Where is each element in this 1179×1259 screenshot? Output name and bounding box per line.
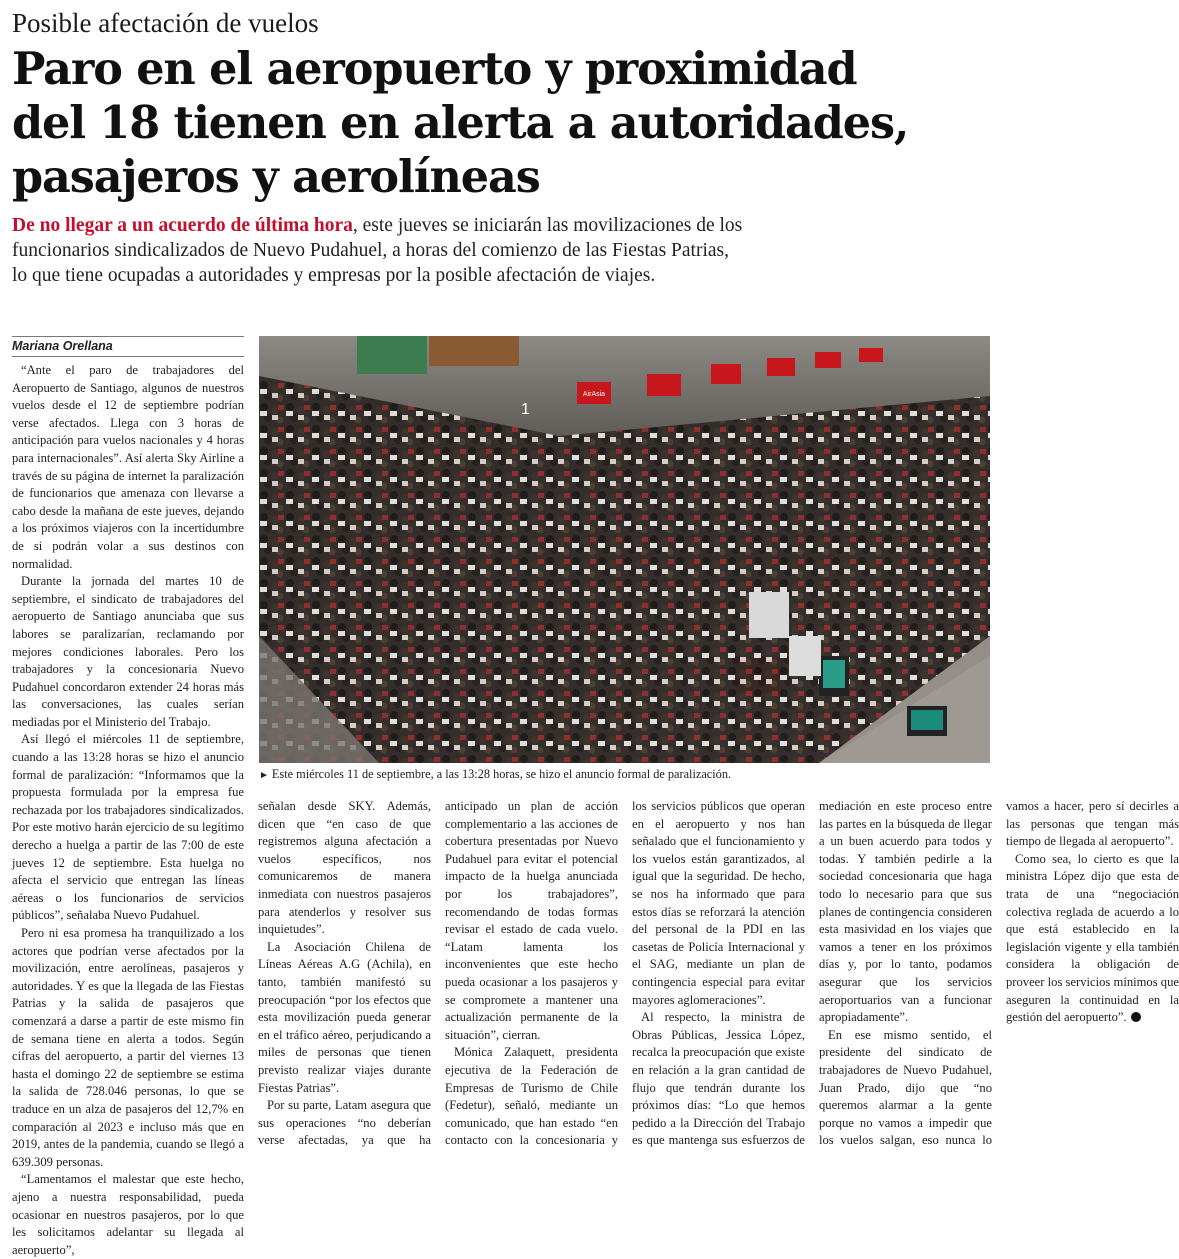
body-paragraph-text: Como sea, lo cierto es que la ministra López dijo que esta de trata de una “negociación colectiva reglada de acuerdo a lo que está establecido en la legislación vigente y ella también considera la obligación de proveer los servicios mínimos que aseguren la continuidad en la gestión del aeropuerto”. xyxy=(1006,851,1179,1025)
body-columns-bottom xyxy=(258,798,1179,1160)
deck-lead: De no llegar a un acuerdo de última hora xyxy=(12,215,353,236)
photo-illustration xyxy=(259,336,990,763)
caption-marker-icon: ► xyxy=(259,770,269,781)
body-paragraph: señalan desde SKY. Además, dicen que “en caso de que registremos alguna afectación a vuelos específicos, nos comunicaremos de manera inmediata con nuestros pasajeros para atenderlos y resolver sus inquietudes”. xyxy=(258,799,431,937)
body-paragraph xyxy=(1006,851,1179,1027)
byline-divider xyxy=(12,336,244,337)
caption-text: Este miércoles 11 de septiembre, a las 13:28 horas, se hizo el anuncio formal de paralización. xyxy=(271,767,732,781)
counter-number: 1 xyxy=(521,401,530,418)
body-paragraph: “Lamentamos el malestar que este hecho, ajeno a nuestra responsabilidad, pueda ocasionar en nuestros pasajeros, por lo que les solicitamos adelantar su llegada al aeropuerto”, xyxy=(12,1172,244,1257)
deck-line: funcionarios sindicalizados de Nuevo Pudahuel, a horas del comienzo de las Fiestas Patrias, xyxy=(12,240,729,261)
deck-line xyxy=(12,213,992,238)
headline-line: pasajeros y aerolíneas xyxy=(12,151,540,203)
airline-sign-label: AirAsia xyxy=(582,391,606,398)
byline-divider xyxy=(12,356,244,357)
article-kicker: Posible afectación de vuelos xyxy=(12,8,319,38)
photo-caption xyxy=(259,767,990,782)
deck-text: , este jueves se iniciarán las movilizaciones de los xyxy=(352,215,743,236)
body-paragraph: En ese mismo sentido, el presidente del sindicato de trabajadores de Nuevo Pudahuel, Juan Prado, dijo que “no queremos alarmar a la gente porque no vamos a impedir que los vuelos salgan, eso nunca lo vamos a hacer, pero sí decirles a las personas que tengan más tiempo de llegada al aeropuerto”. xyxy=(819,799,1179,1148)
byline: Mariana Orellana xyxy=(12,339,113,353)
end-mark-icon xyxy=(1131,1012,1141,1022)
body-paragraph: Por su parte, Latam asegura que sus operaciones “no deberían verse afectadas, ya que ha anticipado un plan de acción complementario a las acciones de cobertura presentadas por Nuevo Pudahuel para evitar el potencial impacto de la huelga anunciada por los trabajadores”, recomendando de todas formas revisar el estado de cada vuelo. “Latam lamenta los inconvenientes que este hecho pueda ocasionar a los pasajeros y se compromete a mantener una actualización permanente de la situación”, cierran. xyxy=(258,799,618,1148)
article-deck xyxy=(12,213,992,288)
body-paragraph: La Asociación Chilena de Líneas Aéreas A.G (Achila), en tanto, también manifestó su preocupación “por los efectos que esta movilización pueda generar en el tráfico aéreo, perjudicando a miles de personas que tienen previsto realizar viajes durante Fiestas Patrias”. xyxy=(258,939,431,1095)
deck-line: lo que tiene ocupadas a autoridades y empresas por la posible afectación de viajes. xyxy=(12,265,656,286)
body-paragraph: Al respecto, la ministra de Obras Públicas, Jessica López, recalca la preocupación que existe en relación a la gran cantidad de flujo que tendrán durante los próximos días: “Lo que hemos pedido a la Dirección del Trabajo es que mantenga sus esfuerzos de mediación en este proceso entre las partes en la búsqueda de llegar a un buen acuerdo para todos y todas. Y también pedirle a la sociedad concesionaria que haga todo lo necesario para que sus planes de contingencia consideren esta masividad en los viajes que vamos a tener en los próximos días y, por lo tanto, podamos asegurar que los servicios aeroportuarios van a funcionar apropiadamente”. xyxy=(632,799,992,1148)
body-paragraph: Durante la jornada del martes 10 de septiembre, el sindicato de trabajadores del aeropuerto de Santiago anunciaba que sus labores se paralizarían, reclamando por mejores condiciones laborales. Pero los trabajadores y la concesionaria Nuevo Pudahuel concordaron extender 24 horas más las conversaciones, las cuales serían mediadas por el Ministerio del Trabajo. xyxy=(12,574,244,729)
body-paragraph: Pero ni esa promesa ha tranquilizado a los actores que podrían verse afectados por la movilización, entre aerolíneas, pasajeros y autoridades. Y es que la llegada de las Fiestas Patrias y la salida de pasajeros que comenzará a darse a partir de este mismo fin de semana tiene en alerta a todos. Según cifras del aeropuerto, a partir del viernes 13 hasta el domingo 22 de septiembre se estima la salida de 728.046 personas, lo que se traduce en un alza de pasajeros del 12,7% en comparación al 2023 e incluso más que en 2019, antes de la pandemia, cuando se llegó a 639.309 personas. xyxy=(12,926,244,1169)
body-paragraph: “Ante el paro de trabajadores del Aeropuerto de Santiago, algunos de nuestros vuelos desde el 12 de septiembre podrían verse afectados. Llega con 3 horas de anticipación para vuelos nacionales y 4 horas para internacionales”. Así alerta Sky Airline a través de su página de internet la paralización de funcionarios que amenaza con llevarse a cabo desde la mañana de este jueves, dejando a los próximos viajeros con la incertidumbre de si podrán volar a sus destinos con normalidad. xyxy=(12,363,244,571)
headline-line: Paro en el aeropuerto y proximidad xyxy=(12,43,857,95)
airport-crowd-photo xyxy=(259,336,990,763)
article-headline xyxy=(12,42,992,204)
body-column-1 xyxy=(12,362,244,1259)
body-paragraph: Así llegó el miércoles 11 de septiembre, cuando a las 13:28 horas se hizo el anuncio formal de paralización: “Informamos que la propuesta formulada por la empresa fue rechazada por los trabajadores sindicalizados. Por este motivo harán ejercicio de su legítimo derecho a huelga a partir de las 7:00 de este jueves 12 de septiembre. Esta huelga no afecta el servicio que entregan las líneas aéreas o los funcionarios de servicios públicos”, señalaba Nuevo Pudahuel. xyxy=(12,732,244,923)
headline-line: del 18 tienen en alerta a autoridades, xyxy=(12,97,909,149)
body-paragraph: Mónica Zalaquett, presidenta ejecutiva de la Federación de Empresas de Turismo de Chile (Fedetur), señaló, mediante un comunicado, que han estado “en contacto con la concesionaria y los servicios públicos que operan en el aeropuerto y nos han señalado que el funcionamiento y los vuelos están garantizados, al igual que la seguridad. De hecho, se nos ha informado que para estos días se reforzará la atención del personal de la PDI en las casetas de Policía Internacional y el SAG, mediante un plan de contingencia especial para evitar mayores aglomeraciones”. xyxy=(445,799,805,1148)
